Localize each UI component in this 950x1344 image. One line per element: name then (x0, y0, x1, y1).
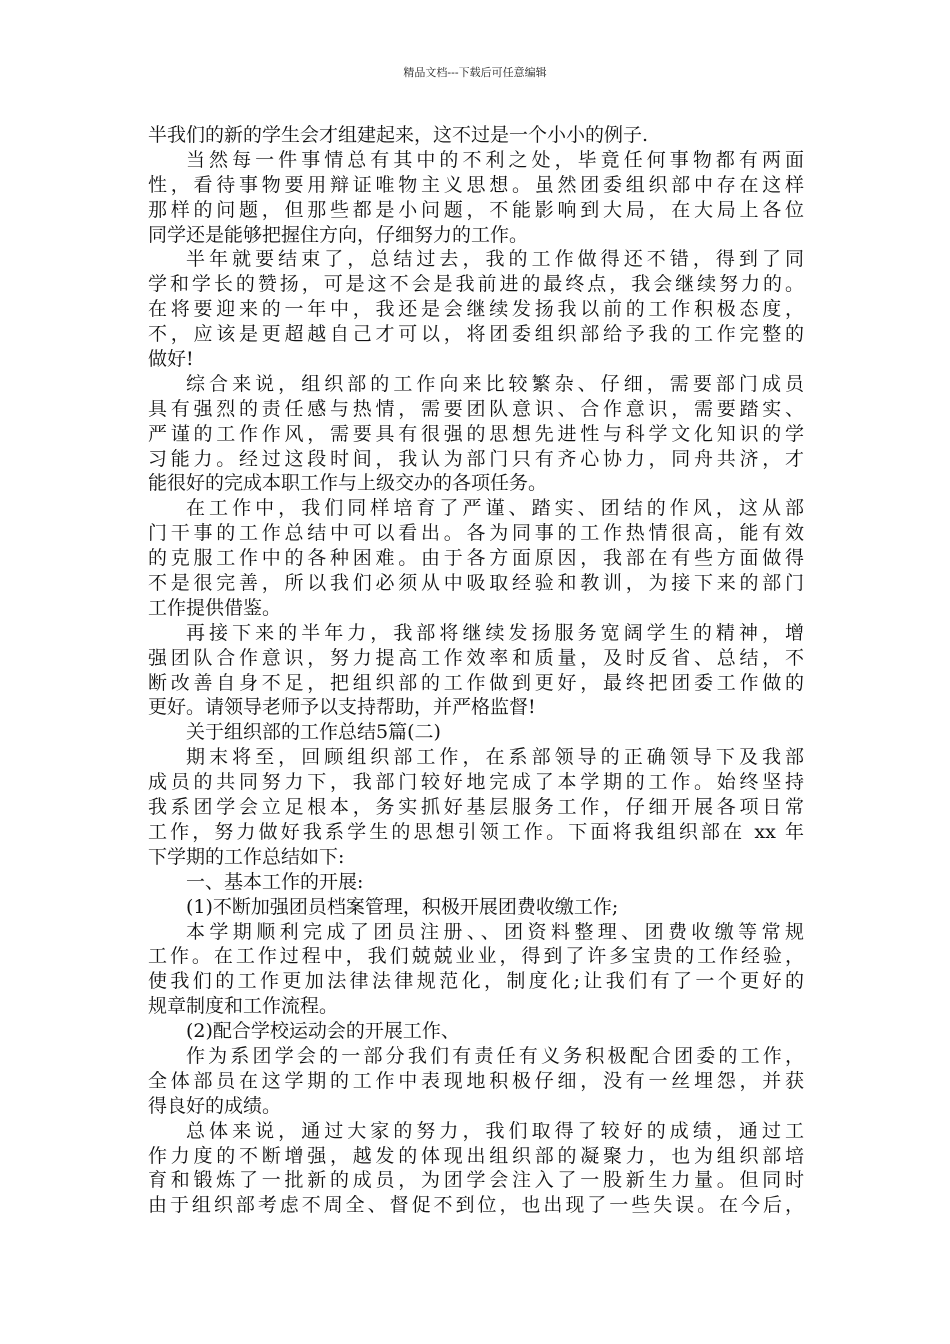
header-note: 精品文档---下载后可任意编辑 (403, 66, 547, 79)
text-line: 断改善自身不足，把组织部的工作做到更好，最终把团委工作做的 (148, 671, 804, 694)
text-line: 得良好的成绩。 (148, 1094, 282, 1117)
text-line: 在工作中，我们同样培育了严谨、踏实、团结的作风，这从部 (186, 497, 804, 520)
text-line: 下学期的工作总结如下: (148, 845, 345, 868)
text-line: 具有强烈的责任感与热情，需要团队意识、合作意识，需要踏实、 (148, 397, 804, 420)
text-line: 性，看待事物要用辩证唯物主义思想。虽然团委组织部中存在这样 (148, 173, 804, 196)
text-line: 期末将至，回顾组织部工作，在系部领导的正确领导下及我部 (186, 746, 804, 769)
text-line: 我系团学会立足根本，务实抓好基层服务工作，仔细开展各项日常 (148, 796, 804, 819)
text-line: 规章制度和工作流程。 (148, 995, 339, 1018)
text-line: 一、基本工作的开展: (186, 870, 364, 893)
text-line: 总体来说，通过大家的努力，我们取得了较好的成绩，通过工 (186, 1119, 804, 1142)
text-line: 那样的问题，但那些都是小问题，不能影响到大局，在大局上各位 (148, 198, 804, 221)
text-line: 作力度的不断增强，越发的体现出组织部的凝聚力，也为组织部培 (148, 1144, 804, 1167)
text-line: 关于组织部的工作总结5篇(二) (186, 721, 441, 744)
text-line: 工作。在工作过程中，我们兢兢业业，得到了许多宝贵的工作经验， (148, 945, 804, 968)
text-line: 能很好的完成本职工作与上级交办的各项任务。 (148, 472, 548, 495)
text-line: 本学期顺利完成了团员注册、、团资料整理、团费收缴等常规 (186, 920, 804, 943)
text-line: 当然每一件事情总有其中的不利之处，毕竟任何事物都有两面 (186, 148, 804, 171)
body-text (148, 123, 804, 1218)
text-line: 成员的共同努力下，我部门较好地完成了本学期的工作。始终坚持 (148, 771, 804, 794)
text-line: 半我们的新的学生会才组建起来，这不过是一个小小的例子. (148, 124, 649, 146)
text-line: (2)配合学校运动会的开展工作、 (186, 1020, 460, 1043)
text-line: (1)不断加强团员档案管理，积极开展团费收缴工作; (186, 895, 619, 918)
text-line: 不是很完善，所以我们必须从中吸取经验和教训，为接下来的部门 (148, 572, 804, 595)
text-line: 更好。请领导老师予以支持帮助，并严格监督! (148, 696, 536, 719)
text-line: 工作提供借鉴。 (148, 596, 282, 619)
text-line: 育和锻炼了一批新的成员，为团学会注入了一股新生力量。但同时 (148, 1169, 804, 1192)
text-line: 再接下来的半年力，我部将继续发扬服务宽阔学生的精神，增 (186, 621, 804, 644)
text-line: 半年就要结束了，总结过去，我的工作做得还不错，得到了同 (186, 248, 804, 271)
text-line: 强团队合作意识，努力提高工作效率和质量，及时反省、总结，不 (148, 646, 804, 669)
text-line: 同学还是能够把握住方向，仔细努力的工作。 (148, 223, 529, 246)
text-line: 综合来说，组织部的工作向来比较繁杂、仔细，需要部门成员 (186, 372, 804, 395)
text-line: 的克服工作中的各种困难。由于各方面原因，我部在有些方面做得 (148, 547, 804, 570)
text-line: 严谨的工作作风，需要具有很强的思想先进性与科学文化知识的学 (148, 422, 804, 445)
text-line: 做好! (148, 348, 194, 371)
text-line: 全体部员在这学期的工作中表现地积极仔细，没有一丝埋怨，并获 (148, 1069, 804, 1092)
text-line: 由于组织部考虑不周全、督促不到位，也出现了一些失误。在今后， (148, 1194, 804, 1217)
text-line: 使我们的工作更加法律法律规范化，制度化;让我们有了一个更好的 (148, 970, 804, 993)
text-line: 工作，努力做好我系学生的思想引领工作。下面将我组织部在 xx 年 (148, 820, 804, 843)
text-line: 门干事的工作总结中可以看出。各为同事的工作热情很高，能有效 (148, 522, 804, 545)
text-line: 习能力。经过这段时间，我认为部门只有齐心协力，同舟共济，才 (148, 447, 804, 470)
text-line: 学和学长的赞扬，可是这不会是我前进的最终点，我会继续努力的。 (148, 273, 804, 296)
text-line: 作为系团学会的一部分我们有责任有义务积极配合团委的工作， (186, 1044, 804, 1067)
text-line: 在将要迎来的一年中，我还是会继续发扬我以前的工作积极态度， (148, 298, 804, 321)
text-line: 不，应该是更超越自己才可以，将团委组织部给予我的工作完整的 (148, 323, 804, 346)
